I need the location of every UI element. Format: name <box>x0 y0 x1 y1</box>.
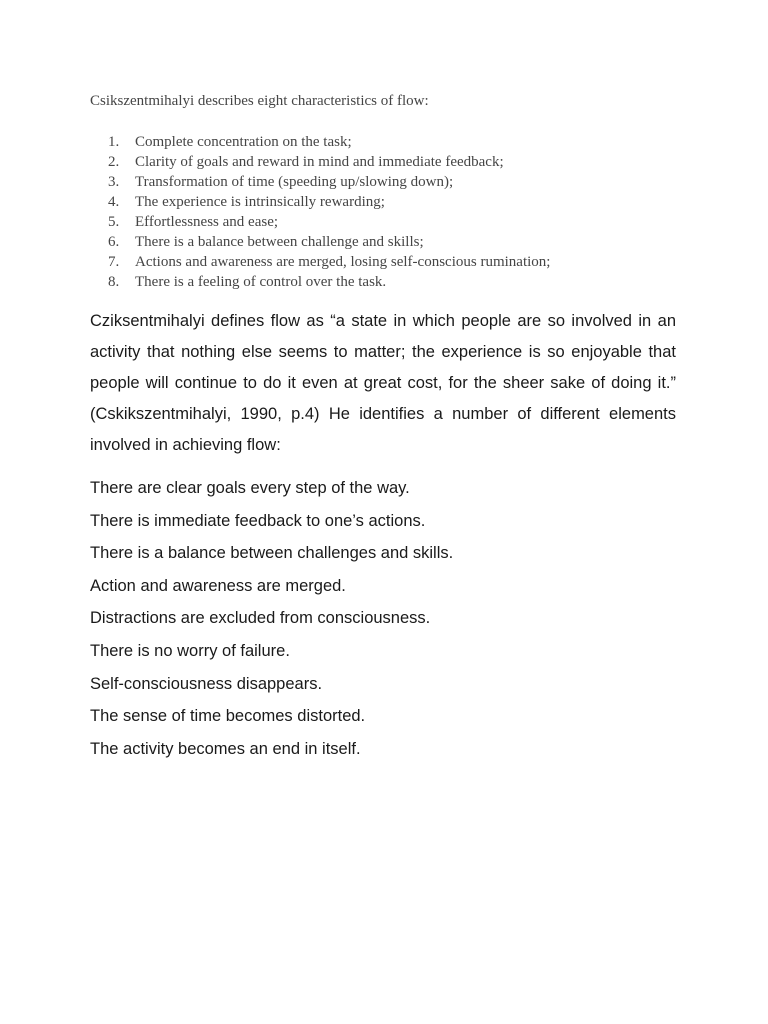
list-item-text: Effortlessness and ease; <box>135 214 279 230</box>
list-item <box>108 272 550 292</box>
list-item-text: Complete concentration on the task; <box>135 134 352 150</box>
list-item: There is a balance between challenges and skills. <box>90 544 454 563</box>
list-item <box>108 252 550 272</box>
list-item-number: 7. <box>108 254 120 270</box>
list-item-number: 3. <box>108 174 120 190</box>
list-item: There is no worry of failure. <box>90 641 290 660</box>
list-item-number: 8. <box>108 274 120 290</box>
flow-elements-list <box>90 474 453 767</box>
list-item <box>108 152 550 172</box>
list-item <box>108 212 550 232</box>
list-item: There is immediate feedback to one’s actions. <box>90 511 426 530</box>
intro-sentence: Csikszentmihalyi describes eight characteristics of flow: <box>90 93 429 109</box>
list-item-number: 1. <box>108 134 120 150</box>
list-item: There are clear goals every step of the way. <box>90 479 410 497</box>
list-item-number: 5. <box>108 214 120 230</box>
list-item <box>108 172 550 192</box>
list-item: Self-consciousness disappears. <box>90 674 323 693</box>
list-item: Action and awareness are merged. <box>90 576 346 595</box>
list-item-number: 6. <box>108 234 120 250</box>
list-item-text: Transformation of time (speeding up/slowing down); <box>135 174 454 190</box>
list-item <box>108 192 550 212</box>
definition-paragraph: Cziksentmihalyi defines flow as “a state in which people are so involved in an activity that nothing else seems to matter; the experience is so enjoyable that people will continue to do it even at great cost, for the sheer sake of doing it.” (Cskikszentmihalyi, 1990, p.4) He identifies a number of different elements involved in achieving flow: <box>90 312 676 454</box>
list-item-text: Clarity of goals and reward in mind and immediate feedback; <box>135 154 504 170</box>
list-item-text: The experience is intrinsically rewarding; <box>135 194 385 210</box>
list-item <box>108 232 550 252</box>
list-item: Distractions are excluded from consciousness. <box>90 609 431 628</box>
characteristics-list <box>108 132 550 292</box>
list-item-number: 2. <box>108 154 120 170</box>
list-item: The sense of time becomes distorted. <box>90 707 366 726</box>
list-item-number: 4. <box>108 194 120 210</box>
list-item-text: Actions and awareness are merged, losing self-conscious rumination; <box>135 254 551 270</box>
list-item: The activity becomes an end in itself. <box>90 739 361 758</box>
list-item-text: There is a balance between challenge and skills; <box>135 234 424 250</box>
list-item <box>108 132 550 152</box>
list-item-text: There is a feeling of control over the task. <box>135 274 387 290</box>
